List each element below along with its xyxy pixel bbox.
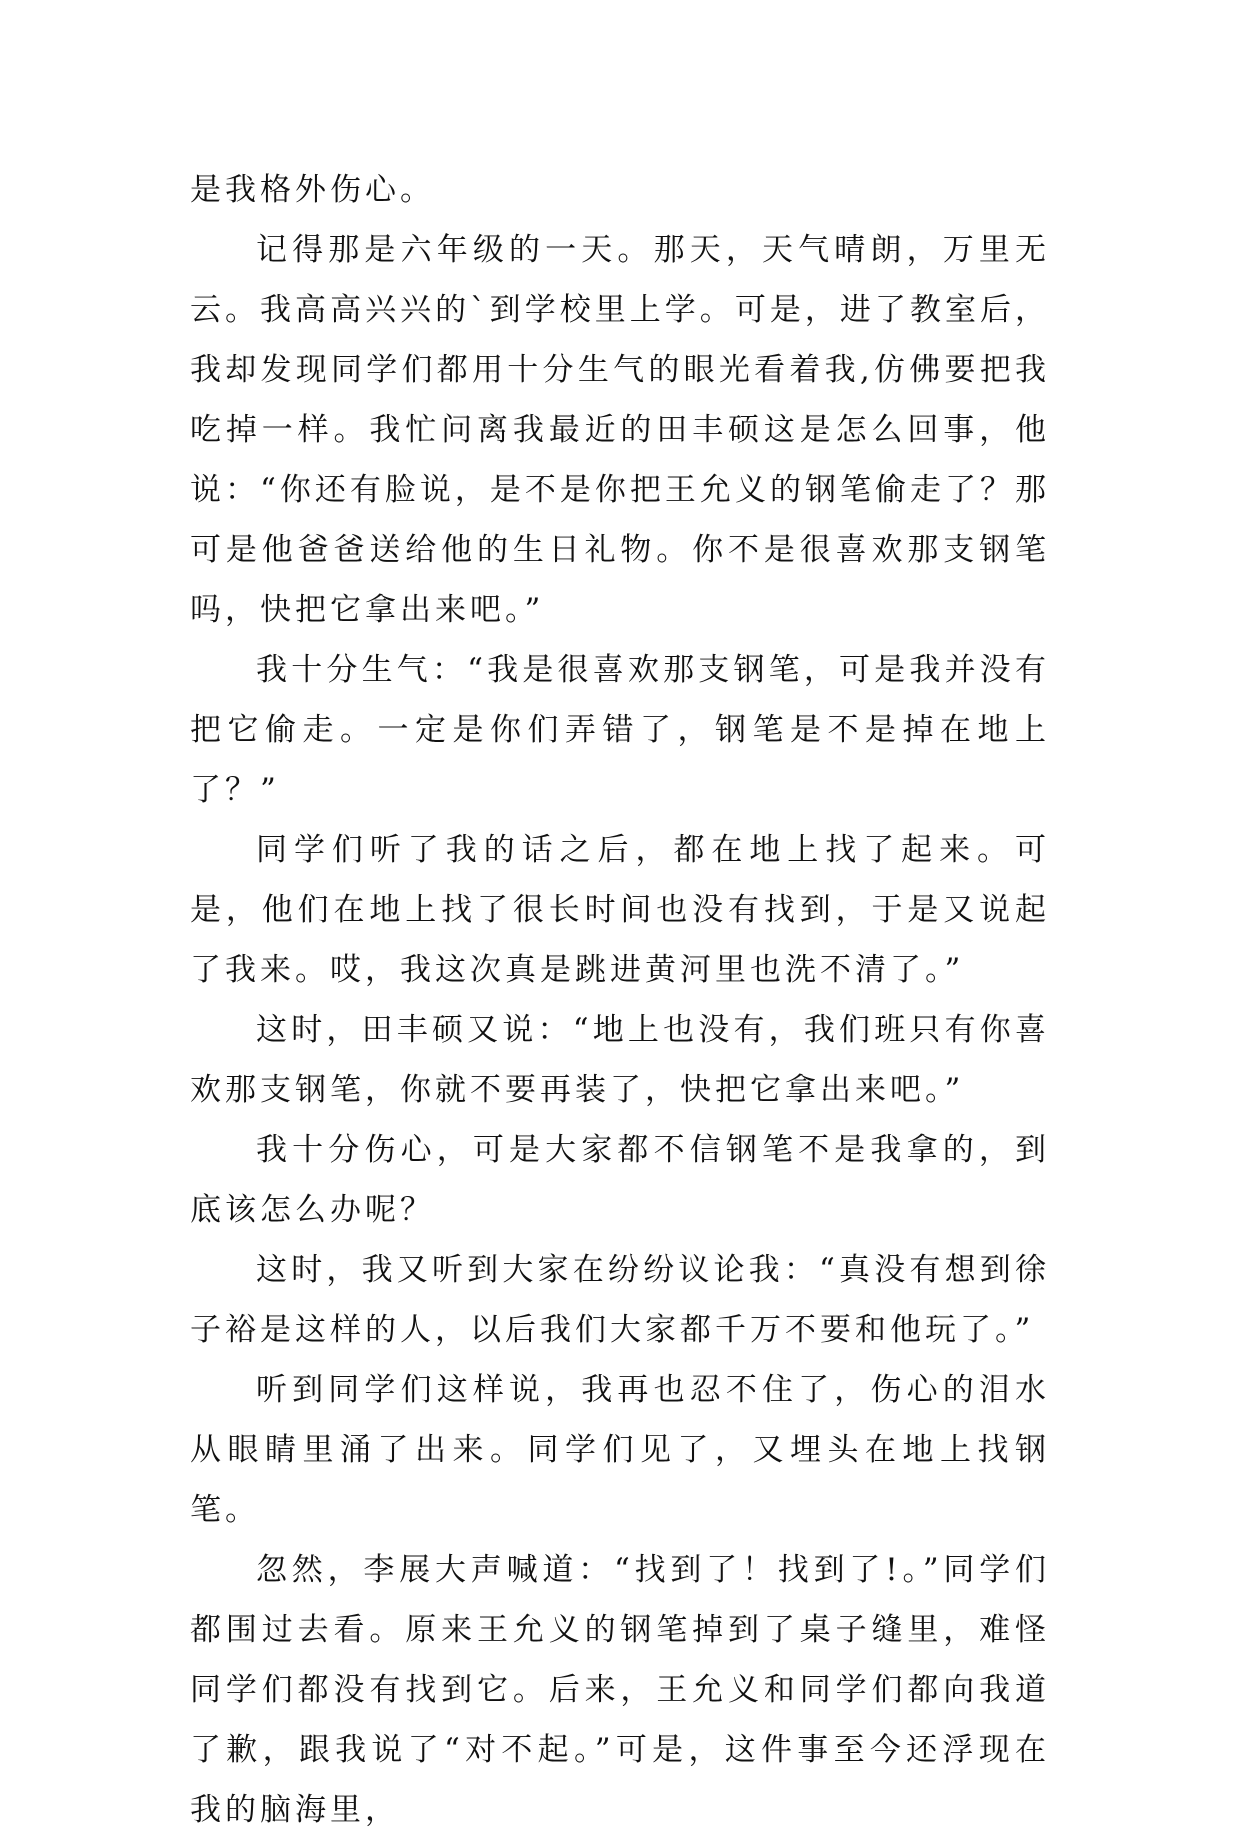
paragraph: 这时，田丰硕又说：“地上也没有，我们班只有你喜欢那支钢笔，你就不要再装了，快把它拿出来吧。”: [190, 1012, 1050, 1108]
paragraph: 同学们听了我的话之后，都在地上找了起来。可是，他们在地上找了很长时间也没有找到，于是又说起了我来。哎，我这次真是跳进黄河里也洗不清了。”: [190, 832, 1050, 988]
paragraph: 我十分伤心，可是大家都不信钢笔不是我拿的，到底该怎么办呢？: [190, 1132, 1050, 1228]
document-body: [190, 160, 1050, 1840]
paragraph-continuation: 是我格外伤心。: [190, 172, 435, 208]
paragraph: 我十分生气：“我是很喜欢那支钢笔，可是我并没有把它偷走。一定是你们弄错了，钢笔是不是掉在地上了？”: [190, 652, 1050, 808]
paragraph: 忽然，李展大声喊道：“找到了！找到了!。”同学们都围过去看。原来王允义的钢笔掉到了桌子缝里，难怪同学们都没有找到它。后来，王允义和同学们都向我道了歉，跟我说了“对不起。”可是，这件事至今还浮现在我的脑海里，: [190, 1552, 1050, 1828]
paragraph: 记得那是六年级的一天。那天，天气晴朗，万里无云。我高高兴兴的`到学校里上学。可是，进了教室后，我却发现同学们都用十分生气的眼光看着我,仿佛要把我吃掉一样。我忙问离我最近的田丰硕这是怎么回事，他说：“你还有脸说，是不是你把王允义的钢笔偷走了？那可是他爸爸送给他的生日礼物。你不是很喜欢那支钢笔吗，快把它拿出来吧。”: [190, 232, 1050, 628]
paragraph: 听到同学们这样说，我再也忍不住了，伤心的泪水从眼睛里涌了出来。同学们见了，又埋头在地上找钢笔。: [190, 1372, 1050, 1528]
paragraph: 这时，我又听到大家在纷纷议论我：“真没有想到徐子裕是这样的人，以后我们大家都千万不要和他玩了。”: [190, 1252, 1050, 1348]
